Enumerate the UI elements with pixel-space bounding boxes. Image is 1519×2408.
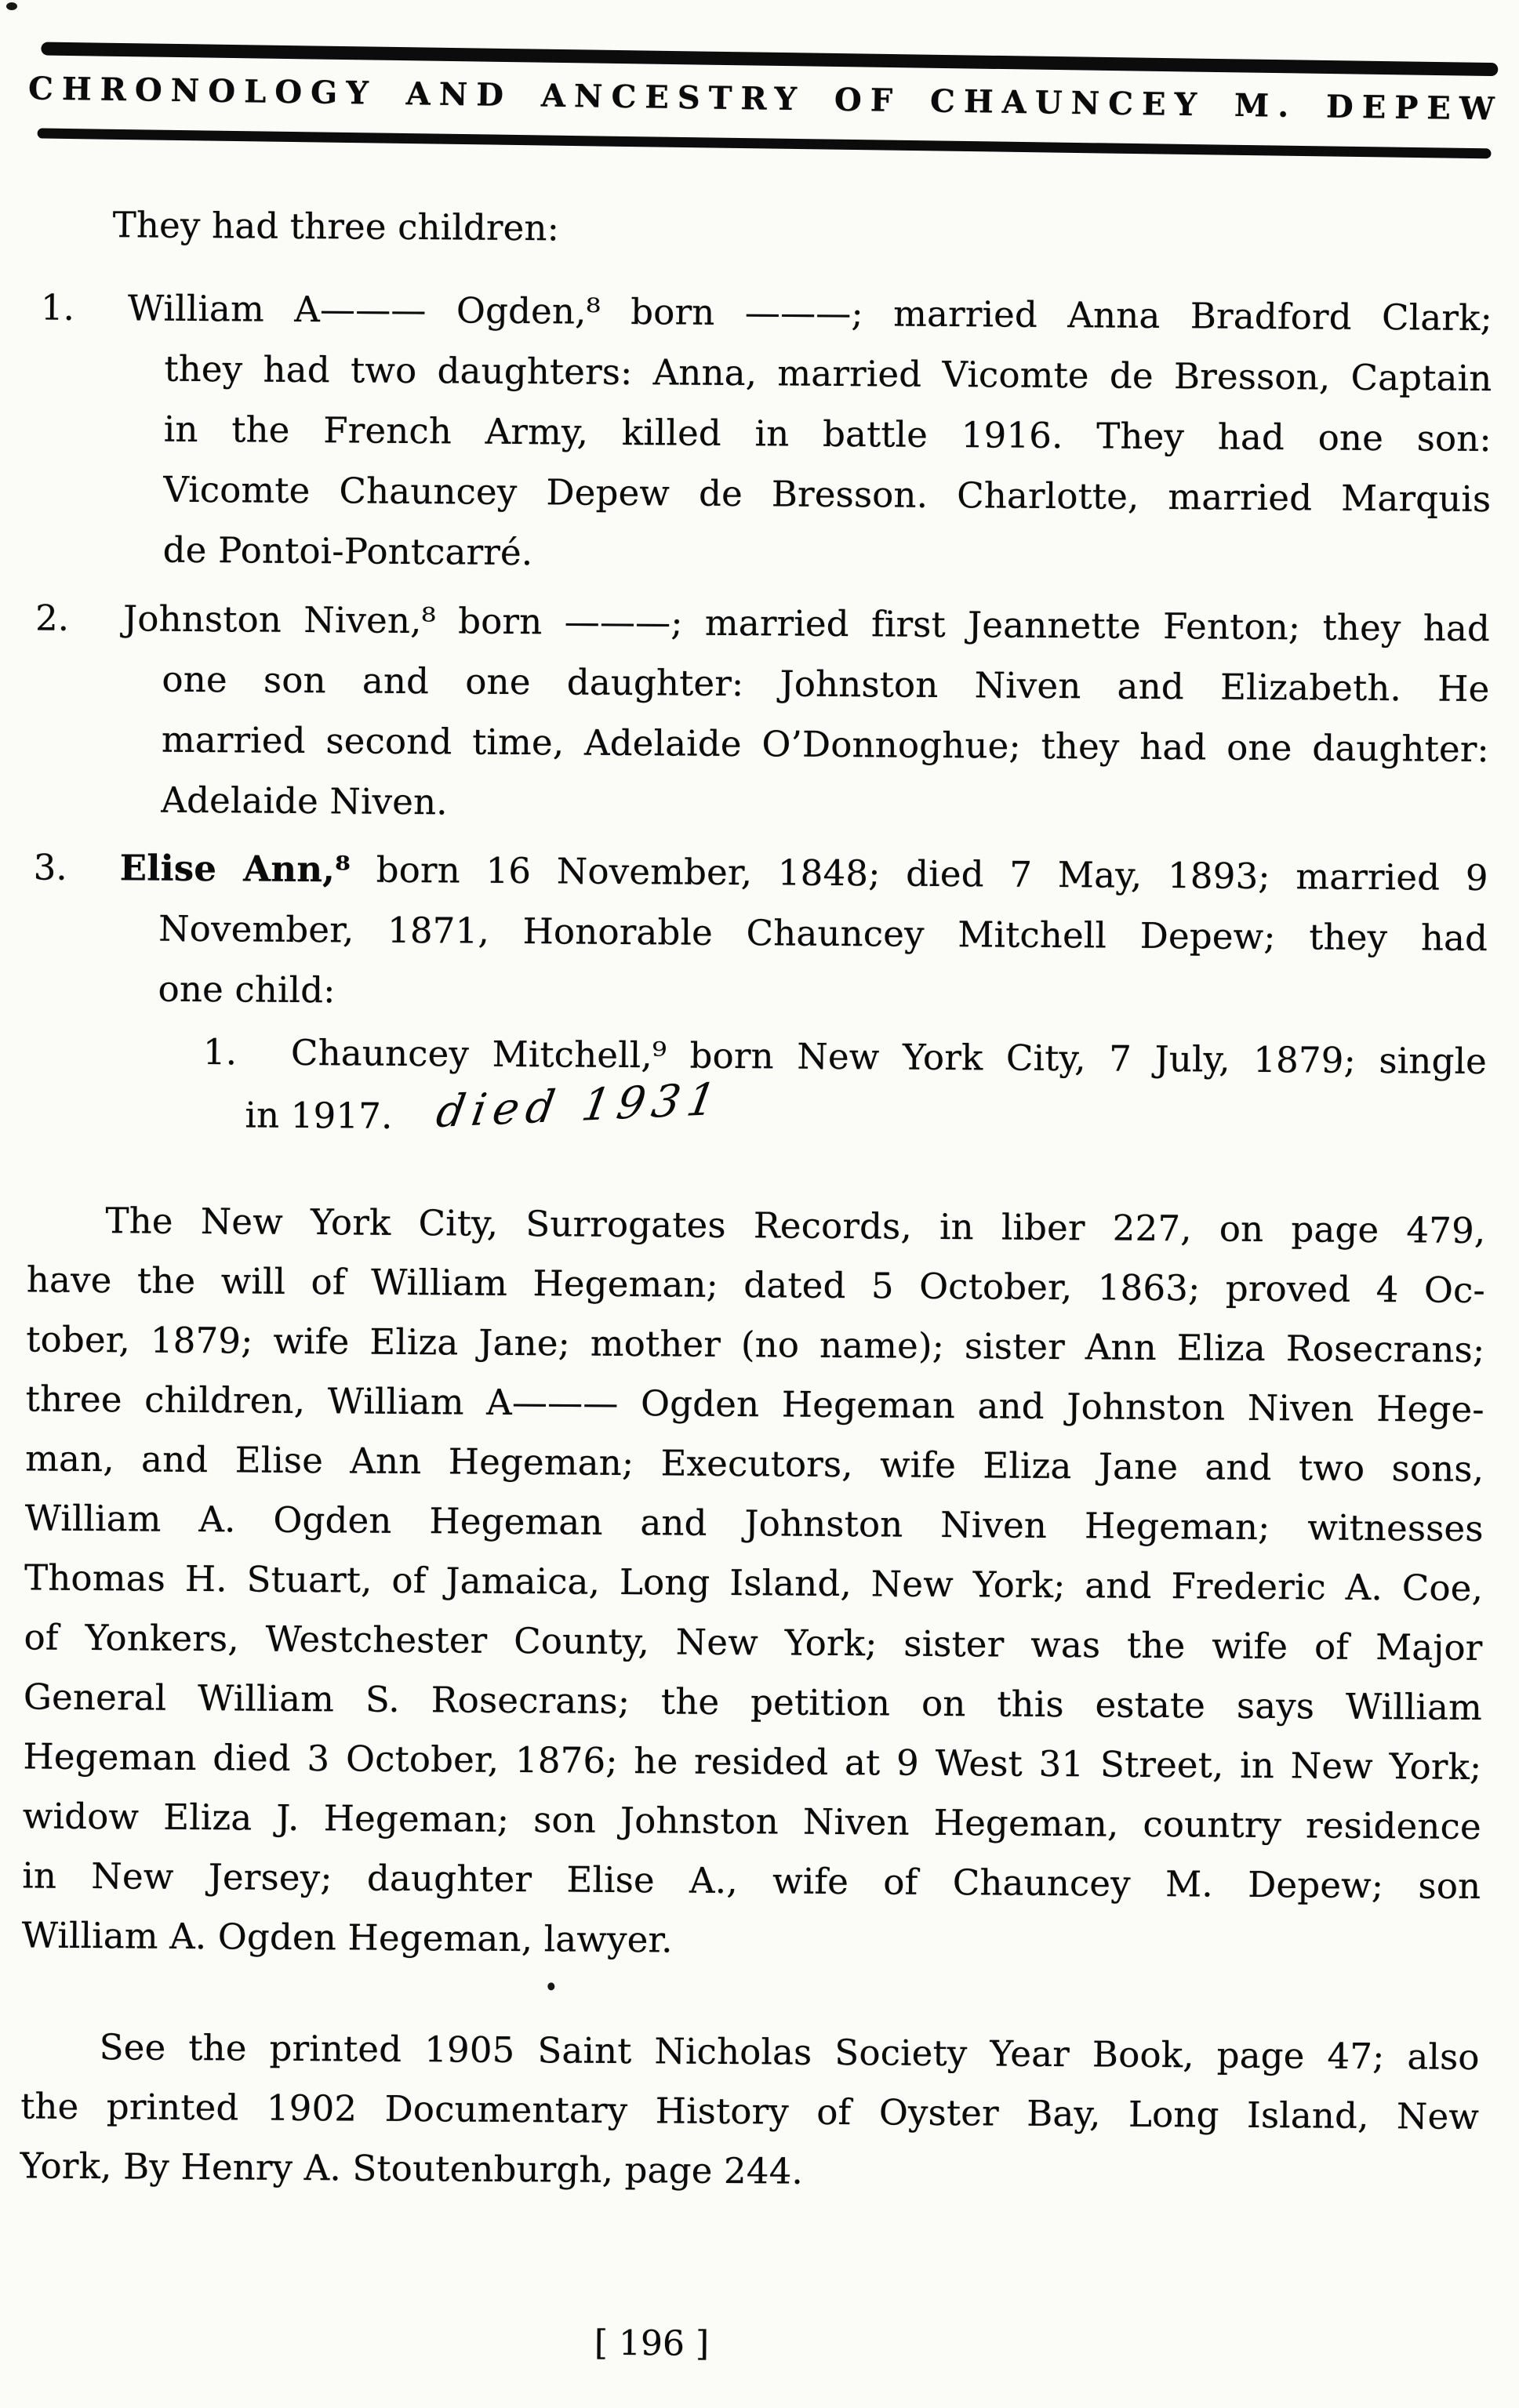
- grandchild-line-1: Chauncey Mitchell,⁹ born New York City, 7 July, 1879; single: [290, 1031, 1488, 1083]
- child-2-line-1: Johnston Niven,⁸ born ———; married first Jeannette Fenton; they had: [122, 597, 1491, 650]
- will-paragraph-line-9: General William S. Rosecrans; the petition on this estate says William: [23, 1676, 1483, 1729]
- will-paragraph-line-1: The New York City, Surrogates Records, in liber 227, on page 479,: [105, 1200, 1486, 1252]
- sublist-number-1: 1.: [202, 1031, 238, 1073]
- grandchild-line-2: [245, 1073, 727, 1141]
- list-number-1: 1.: [40, 286, 75, 329]
- see-paragraph-line-3: York, By Henry A. Stoutenburgh, page 244.: [20, 2145, 804, 2192]
- child-3-line-1: [120, 845, 1488, 901]
- will-paragraph-line-12: in New Jersey; daughter Elise A., wife of Chauncey M. Depew; son: [22, 1854, 1481, 1908]
- will-paragraph-line-8: of Yonkers, Westchester County, New York; sister was the wife of Major: [24, 1616, 1483, 1669]
- child-3-line-2: November, 1871, Honorable Chauncey Mitchell Depew; they had: [158, 907, 1488, 960]
- will-paragraph-line-10: Hegeman died 3 October, 1876; he resided at 9 West 31 Street, in New York;: [23, 1735, 1482, 1789]
- grandchild-line-2-text: in 1917.: [245, 1094, 393, 1137]
- child-2-line-4: Adelaide Niven.: [161, 779, 448, 823]
- child-1-line-5: de Pontoi-Pontcarré.: [162, 528, 533, 574]
- will-paragraph-line-4: three children, William A——— Ogden Hegeman and Johnston Niven Hege-: [25, 1378, 1484, 1431]
- will-paragraph-line-2: have the will of William Hegeman; dated 5 October, 1863; proved 4 Oc-: [26, 1258, 1486, 1312]
- see-paragraph-line-1: See the printed 1905 Saint Nicholas Society Year Book, page 47; also: [99, 2026, 1480, 2079]
- child-1-line-3: in the French Army, killed in battle 1916. They had one son:: [163, 408, 1492, 460]
- running-head-title: CHRONOLOGY AND ANCESTRY OF CHAUNCEY M. DEPEW: [27, 70, 1504, 128]
- ink-dot: [547, 1982, 554, 1990]
- header-rule-top: [41, 42, 1498, 77]
- child-1-line-4: Vicomte Chauncey Depew de Bresson. Charlotte, married Marquis: [163, 468, 1492, 521]
- handwritten-death-note: died 1931: [432, 1073, 727, 1139]
- will-paragraph-line-11: widow Eliza J. Hegeman; son Johnston Niven Hegeman, country residence: [22, 1795, 1482, 1848]
- will-paragraph-line-13: William A. Ogden Hegeman, lawyer.: [21, 1914, 673, 1961]
- header-rule-bottom: [38, 128, 1492, 158]
- child-1-line-2: they had two daughters: Anna, married Vicomte de Bresson, Captain: [164, 347, 1492, 400]
- child-3-line-1-rest: born 16 November, 1848; died 7 May, 1893; married 9: [350, 848, 1488, 899]
- will-paragraph-line-5: man, and Elise Ann Hegeman; Executors, wife Eliza Jane and two sons,: [25, 1437, 1484, 1491]
- list-number-3: 3.: [33, 846, 67, 888]
- page-number: [ 196 ]: [594, 2323, 710, 2364]
- will-paragraph-line-6: William A. Ogden Hegeman and Johnston Niven Hegeman; witnesses: [24, 1497, 1484, 1550]
- see-paragraph-line-2: the printed 1902 Documentary History of Oyster Bay, Long Island, New: [20, 2085, 1480, 2138]
- child-3-name-bold: Elise Ann,⁸: [119, 847, 351, 891]
- child-1-line-1: William A——— Ogden,⁸ born ———; married Anna Bradford Clark;: [127, 287, 1493, 340]
- child-3-line-3: one child:: [158, 968, 336, 1012]
- intro-line: They had three children:: [112, 204, 560, 249]
- will-paragraph-line-3: tober, 1879; wife Eliza Jane; mother (no name); sister Ann Eliza Rosecrans;: [26, 1318, 1485, 1371]
- child-2-line-3: married second time, Adelaide O’Donnoghue; they had one daughter:: [161, 718, 1490, 771]
- child-2-line-2: one son and one daughter: Johnston Niven and Elizabeth. He: [162, 658, 1490, 710]
- list-number-2: 2.: [35, 597, 70, 639]
- will-paragraph-line-7: Thomas H. Stuart, of Jamaica, Long Island, New York; and Frederic A. Coe,: [24, 1556, 1484, 1610]
